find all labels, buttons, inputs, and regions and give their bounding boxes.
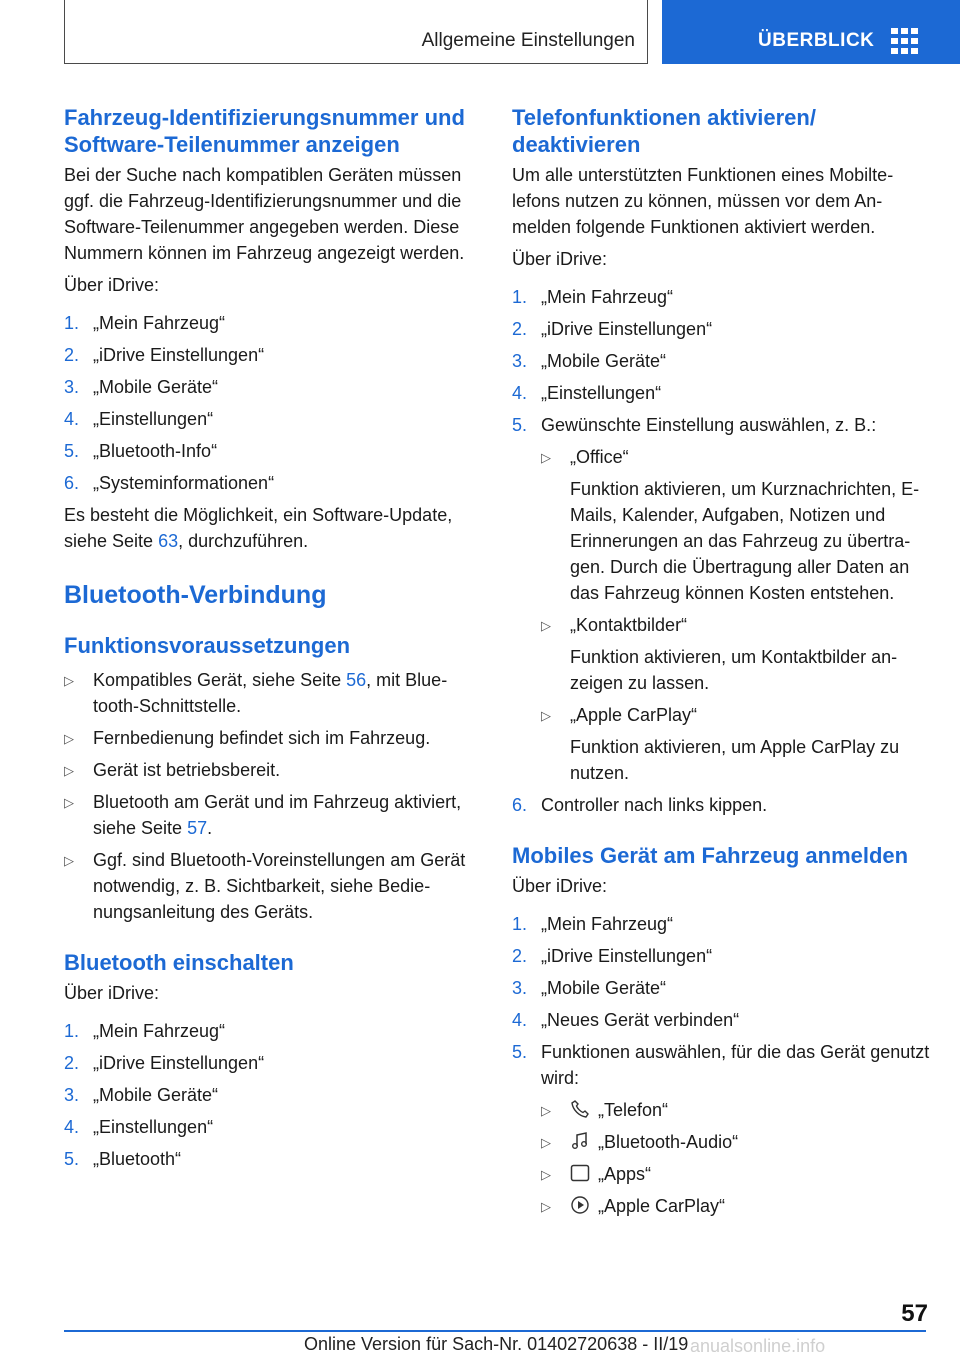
- function-telefon: [541, 1097, 932, 1123]
- triangle-bullet-icon: ▷: [541, 1103, 551, 1118]
- step-text: Funktionen auswählen, für die das Gerät genutzt wird:: [541, 1042, 930, 1088]
- page-link-63[interactable]: 63: [158, 531, 179, 551]
- list-item: [512, 412, 932, 786]
- step-number: 2.: [512, 946, 528, 966]
- overview-label: ÜBERBLICK: [758, 30, 875, 51]
- option-contact-pictures: [541, 612, 932, 696]
- heading-bluetooth-connection: Bluetooth-Verbindung: [64, 581, 327, 609]
- list-item: [64, 725, 480, 751]
- options-list: [541, 444, 932, 786]
- step-text: „iDrive Einstellungen“: [93, 345, 265, 365]
- step-number: 4.: [64, 1117, 80, 1137]
- step-number: 3.: [64, 1085, 80, 1105]
- heading-register-device: Mobiles Gerät am Fahrzeug anmelden: [512, 843, 909, 868]
- step-number: 2.: [64, 345, 80, 365]
- step-text: „Mobile Geräte“: [93, 377, 219, 397]
- paragraph-software-update: [64, 502, 480, 554]
- heading-bluetooth-on: Bluetooth einschalten: [64, 950, 294, 975]
- option-description: Funktion aktivieren, um Kurznachrichten, E-Mails, Kalender, Aufgaben, Notizen und Erinnerungen an das Fahrzeug zu übertragen. Durch die Übertragung aller Daten an das Fahrzeug können Kosten entstehen.: [570, 479, 920, 603]
- text: , mit Bluetooth-Schnittstelle.: [93, 670, 448, 716]
- phone-icon: [570, 1099, 590, 1119]
- function-bluetooth-audio: [541, 1129, 932, 1155]
- list-item: [64, 667, 480, 719]
- step-text: „iDrive Einstellungen“: [541, 946, 713, 966]
- music-note-icon: [570, 1131, 590, 1151]
- step-text: „Mein Fahrzeug“: [541, 914, 674, 934]
- function-label: „Apps“: [598, 1164, 652, 1184]
- page-link-56[interactable]: 56: [346, 670, 367, 690]
- step-text: „Einstellungen“: [93, 409, 214, 429]
- watermark: anualsonline.info: [690, 1336, 826, 1356]
- step-number: 5.: [64, 1149, 80, 1169]
- list-item: [512, 792, 932, 818]
- paragraph-vin-intro: Bei der Suche nach kompatiblen Geräten müssen ggf. die Fahrzeug-Identifizierungsnummer und die Software-Teilenummer angegeben werden. Diese Nummern können im Fahrzeug angezeigt werden.: [64, 165, 465, 263]
- text: Kompatibles Gerät, siehe Seite: [93, 670, 347, 690]
- function-apps: [541, 1161, 932, 1187]
- triangle-bullet-icon: ▷: [64, 731, 74, 746]
- step-text: „Mein Fahrzeug“: [93, 1021, 226, 1041]
- step-number: 3.: [512, 351, 528, 371]
- carplay-icon: [570, 1195, 590, 1215]
- text: .: [207, 818, 213, 838]
- heading-requirements: Funktionsvoraussetzungen: [64, 633, 351, 658]
- list-item: [64, 1050, 480, 1076]
- triangle-bullet-icon: ▷: [64, 763, 74, 778]
- page-link-57[interactable]: 57: [187, 818, 208, 838]
- heading-vin-software: Fahrzeug-Identifizierungsnummer und Software-Teilenummer anzeigen: [64, 105, 465, 157]
- step-text: „Bluetooth-Info“: [93, 441, 218, 461]
- triangle-bullet-icon: ▷: [541, 450, 551, 465]
- option-title: „Kontaktbilder“: [570, 615, 688, 635]
- step-number: 5.: [512, 1042, 528, 1062]
- text: Bluetooth am Gerät und im Fahrzeug aktiviert, siehe Seite: [93, 792, 462, 838]
- option-apple-carplay: [541, 702, 932, 786]
- list-item: [64, 406, 480, 432]
- triangle-bullet-icon: ▷: [541, 1199, 551, 1214]
- list-item: [64, 438, 480, 464]
- list-item: [64, 470, 480, 496]
- step-text: „Mobile Geräte“: [541, 978, 667, 998]
- list-item: [64, 342, 480, 368]
- list-item: [64, 847, 480, 925]
- step-text: „Systeminformationen“: [93, 473, 275, 493]
- step-text: „Mein Fahrzeug“: [93, 313, 226, 333]
- step-text: „Mobile Geräte“: [93, 1085, 219, 1105]
- overview-tab[interactable]: [662, 0, 960, 64]
- header-section-box: [64, 0, 648, 64]
- triangle-bullet-icon: ▷: [541, 618, 551, 633]
- right-column: [512, 104, 932, 1219]
- triangle-bullet-icon: ▷: [64, 853, 74, 868]
- paragraph-phone-intro: Um alle unterstützten Funktionen eines Mobiltelefons nutzen zu können, müssen vor dem Anmelden folgende Funktionen aktiviert werden.: [512, 165, 894, 237]
- text: Es besteht die Möglichkeit, ein Software-Update, siehe Seite: [64, 505, 453, 551]
- step-number: 6.: [512, 795, 528, 815]
- function-label: „Apple CarPlay“: [598, 1196, 726, 1216]
- step-text: „Mobile Geräte“: [541, 351, 667, 371]
- list-item: [64, 374, 480, 400]
- step-text: „Einstellungen“: [541, 383, 662, 403]
- option-description: Funktion aktivieren, um Kontaktbilder anzeigen zu lassen.: [570, 647, 898, 693]
- step-text: Gewünschte Einstellung auswählen, z. B.:: [541, 415, 877, 435]
- page-number: 57: [901, 1300, 928, 1327]
- list-item: [64, 1018, 480, 1044]
- triangle-bullet-icon: ▷: [541, 1135, 551, 1150]
- list-item: [64, 1114, 480, 1140]
- step-number: 3.: [512, 978, 528, 998]
- via-idrive-label: Über iDrive:: [512, 876, 608, 896]
- triangle-bullet-icon: ▷: [541, 708, 551, 723]
- functions-list: [541, 1097, 932, 1219]
- step-number: 1.: [512, 914, 528, 934]
- list-item: [512, 1007, 932, 1033]
- list-item: [512, 348, 932, 374]
- footer-online-version: Online Version für Sach-Nr. 01402720638 - II/19: [304, 1334, 689, 1354]
- list-item: [512, 943, 932, 969]
- list-item: [64, 1146, 480, 1172]
- footer-divider: [64, 1330, 862, 1332]
- step-number: 5.: [512, 415, 528, 435]
- footer-divider-right: [862, 1330, 926, 1332]
- step-text: „Einstellungen“: [93, 1117, 214, 1137]
- step-text: „Bluetooth“: [93, 1149, 182, 1169]
- step-text: „Mein Fahrzeug“: [541, 287, 674, 307]
- steps-list-vin: [64, 310, 480, 496]
- step-number: 4.: [512, 1010, 528, 1030]
- step-text: „Neues Gerät verbinden“: [541, 1010, 740, 1030]
- via-idrive-label: Über iDrive:: [512, 249, 608, 269]
- function-label: „Telefon“: [598, 1100, 669, 1120]
- step-number: 4.: [64, 409, 80, 429]
- step-number: 6.: [64, 473, 80, 493]
- text: Ggf. sind Bluetooth-Voreinstellungen am Gerät notwendig, z. B. Sichtbarkeit, siehe Bedienungsanleitung des Geräts.: [93, 850, 466, 922]
- step-number: 1.: [64, 1021, 80, 1041]
- apps-icon: [570, 1163, 590, 1183]
- list-item: [64, 757, 480, 783]
- step-text: „iDrive Einstellungen“: [93, 1053, 265, 1073]
- list-item: [64, 1082, 480, 1108]
- text: Gerät ist betriebsbereit.: [93, 760, 281, 780]
- list-item: [512, 316, 932, 342]
- step-number: 2.: [512, 319, 528, 339]
- list-item: [512, 975, 932, 1001]
- function-apple-carplay: [541, 1193, 932, 1219]
- list-item: [512, 380, 932, 406]
- list-item: [64, 789, 480, 841]
- step-number: 3.: [64, 377, 80, 397]
- steps-list-register: [512, 911, 932, 1219]
- section-title: Allgemeine Einstellungen: [421, 30, 635, 51]
- list-item: [512, 284, 932, 310]
- via-idrive-label: Über iDrive:: [64, 983, 160, 1003]
- text: , durchzuführen.: [178, 531, 309, 551]
- step-number: 1.: [64, 313, 80, 333]
- step-text: Controller nach links kippen.: [541, 795, 768, 815]
- step-text: „iDrive Einstellungen“: [541, 319, 713, 339]
- option-title: „Office“: [570, 447, 629, 467]
- step-number: 2.: [64, 1053, 80, 1073]
- list-item: [512, 911, 932, 937]
- option-title: „Apple CarPlay“: [570, 705, 698, 725]
- function-label: „Bluetooth-Audio“: [598, 1132, 739, 1152]
- list-item: [512, 1039, 932, 1219]
- triangle-bullet-icon: ▷: [541, 1167, 551, 1182]
- step-number: 1.: [512, 287, 528, 307]
- step-number: 4.: [512, 383, 528, 403]
- requirements-list: [64, 667, 480, 925]
- list-item: [64, 310, 480, 336]
- left-column: [64, 104, 480, 1172]
- triangle-bullet-icon: ▷: [64, 673, 74, 688]
- triangle-bullet-icon: ▷: [64, 795, 74, 810]
- steps-list-bluetooth: [64, 1018, 480, 1172]
- via-idrive-label: Über iDrive:: [64, 275, 160, 295]
- option-description: Funktion aktivieren, um Apple CarPlay zu nutzen.: [570, 737, 900, 783]
- steps-list-phone: [512, 284, 932, 818]
- grid-icon: [891, 28, 919, 54]
- step-number: 5.: [64, 441, 80, 461]
- option-office: [541, 444, 932, 606]
- text: Fernbedienung befindet sich im Fahrzeug.: [93, 728, 431, 748]
- heading-phone-functions: Telefonfunktionen aktivieren/ deaktivieren: [512, 105, 816, 157]
